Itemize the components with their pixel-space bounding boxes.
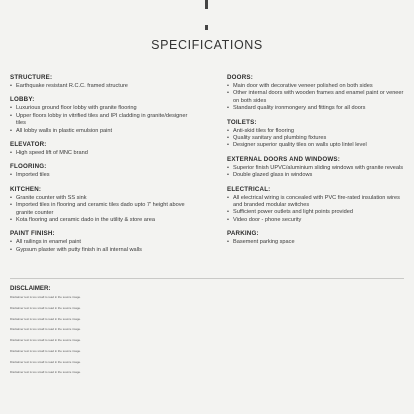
spec-section-paint-finish xyxy=(10,230,190,254)
spec-item: • Designer superior quality tiles on walls upto lintel level xyxy=(227,142,407,149)
disclaimer-paragraph: Disclaimer text is too small to read in the source image. xyxy=(10,360,81,364)
disclaimer-paragraph: Disclaimer text is too small to read in the source image. xyxy=(10,371,81,375)
spec-item: • Basement parking space xyxy=(227,239,407,246)
disclaimer-paragraph: Disclaimer text is too small to read in the source image. xyxy=(10,317,81,321)
disclaimer-title: DISCLAIMER: xyxy=(10,285,51,292)
disclaimer-paragraph: Disclaimer text is too small to read in the source image. xyxy=(10,339,81,343)
section-title: KITCHEN: xyxy=(10,185,42,193)
page-title: SPECIFICATIONS xyxy=(151,38,263,52)
spec-item: • Other internal doors with wooden frames and enamel paint or veneer on both sides xyxy=(227,90,407,105)
spec-list xyxy=(10,195,190,225)
spec-item: • Imported tiles xyxy=(10,172,190,179)
disclaimer-paragraph: Disclaimer text is too small to read in the source image. xyxy=(10,328,81,332)
spec-section-electrical xyxy=(227,186,407,225)
top-ornament xyxy=(205,0,208,9)
disclaimer-paragraph: Disclaimer text is too small to read in the source image. xyxy=(10,349,81,353)
spec-item: • Standard quality ironmongery and fittings for all doors xyxy=(227,105,407,112)
spec-item: • Double glazed glass in windows xyxy=(227,172,407,179)
spec-list xyxy=(10,105,190,135)
spec-list xyxy=(10,239,190,254)
disclaimer-paragraph: Disclaimer text is too small to read in the source image. xyxy=(10,306,81,310)
section-title: TOILETS: xyxy=(227,118,257,126)
spec-item: • Main door with decorative veneer polished on both sides xyxy=(227,83,407,90)
spec-item: • Anti-skid tiles for flooring xyxy=(227,128,407,135)
section-title: ELECTRICAL: xyxy=(227,185,271,193)
spec-section-elevator xyxy=(10,141,190,157)
section-title: ELEVATOR: xyxy=(10,141,47,149)
specs-left-column xyxy=(10,74,190,260)
specs-right-column xyxy=(227,74,407,253)
spec-list xyxy=(227,195,407,225)
spec-item: • Gypsum plaster with putty finish in all internal walls xyxy=(10,247,190,254)
spec-list xyxy=(227,165,407,180)
section-title: STRUCTURE: xyxy=(10,74,53,81)
disclaimer-divider xyxy=(10,278,404,279)
section-title: DOORS: xyxy=(227,74,253,81)
section-title: FLOORING: xyxy=(10,163,47,171)
spec-item: • High speed lift of MNC brand xyxy=(10,150,190,157)
spec-section-kitchen xyxy=(10,186,190,225)
spec-item: • Luxurious ground floor lobby with granite flooring xyxy=(10,105,190,112)
spec-list xyxy=(227,239,407,246)
spec-list xyxy=(227,83,407,113)
spec-item: • Sufficient power outlets and light points provided xyxy=(227,209,407,216)
section-title: PARKING: xyxy=(227,230,259,238)
spec-section-toilets xyxy=(227,119,407,150)
section-title: LOBBY: xyxy=(10,96,35,104)
spec-item: • All electrical wiring is concealed with PVC fire-rated insulation wires and branded modular switches xyxy=(227,195,407,210)
section-title: EXTERNAL DOORS AND WINDOWS: xyxy=(227,155,340,163)
spec-section-parking xyxy=(227,230,407,246)
spec-section-lobby xyxy=(10,96,190,135)
spec-list xyxy=(10,83,190,90)
disclaimer-paragraph: Disclaimer text is too small to read in the source image. xyxy=(10,296,81,299)
spec-item: • Video door - phone security xyxy=(227,217,407,224)
spec-section-doors xyxy=(227,74,407,113)
spec-section-flooring xyxy=(10,163,190,179)
section-title: PAINT FINISH: xyxy=(10,230,55,238)
spec-list xyxy=(10,172,190,179)
spec-item: • All lobby walls in plastic emulsion paint xyxy=(10,128,190,135)
spec-item: • Granite counter with SS sink xyxy=(10,195,190,202)
spec-item: • Imported tiles in flooring and ceramic tiles dado upto 7' height above granite counter xyxy=(10,202,190,217)
spec-item: • All railings in enamel paint xyxy=(10,239,190,246)
spec-item: • Superior finish UPVC/aluminium sliding windows with granite reveals xyxy=(227,165,407,172)
title-ornament xyxy=(205,25,208,30)
spec-item: • Kota flooring and ceramic dado in the utility & store area xyxy=(10,217,190,224)
spec-section-external-doors-and-windows xyxy=(227,156,407,180)
spec-item: • Quality sanitary and plumbing fixtures xyxy=(227,135,407,142)
disclaimer-body xyxy=(10,296,404,382)
spec-item: • Earthquake resistant R.C.C. framed structure xyxy=(10,83,190,90)
spec-section-structure xyxy=(10,74,190,90)
spec-list xyxy=(10,150,190,157)
spec-list xyxy=(227,128,407,150)
spec-item: • Upper floors lobby in vitrified tiles and IPI cladding in granite/designer tiles xyxy=(10,113,190,128)
